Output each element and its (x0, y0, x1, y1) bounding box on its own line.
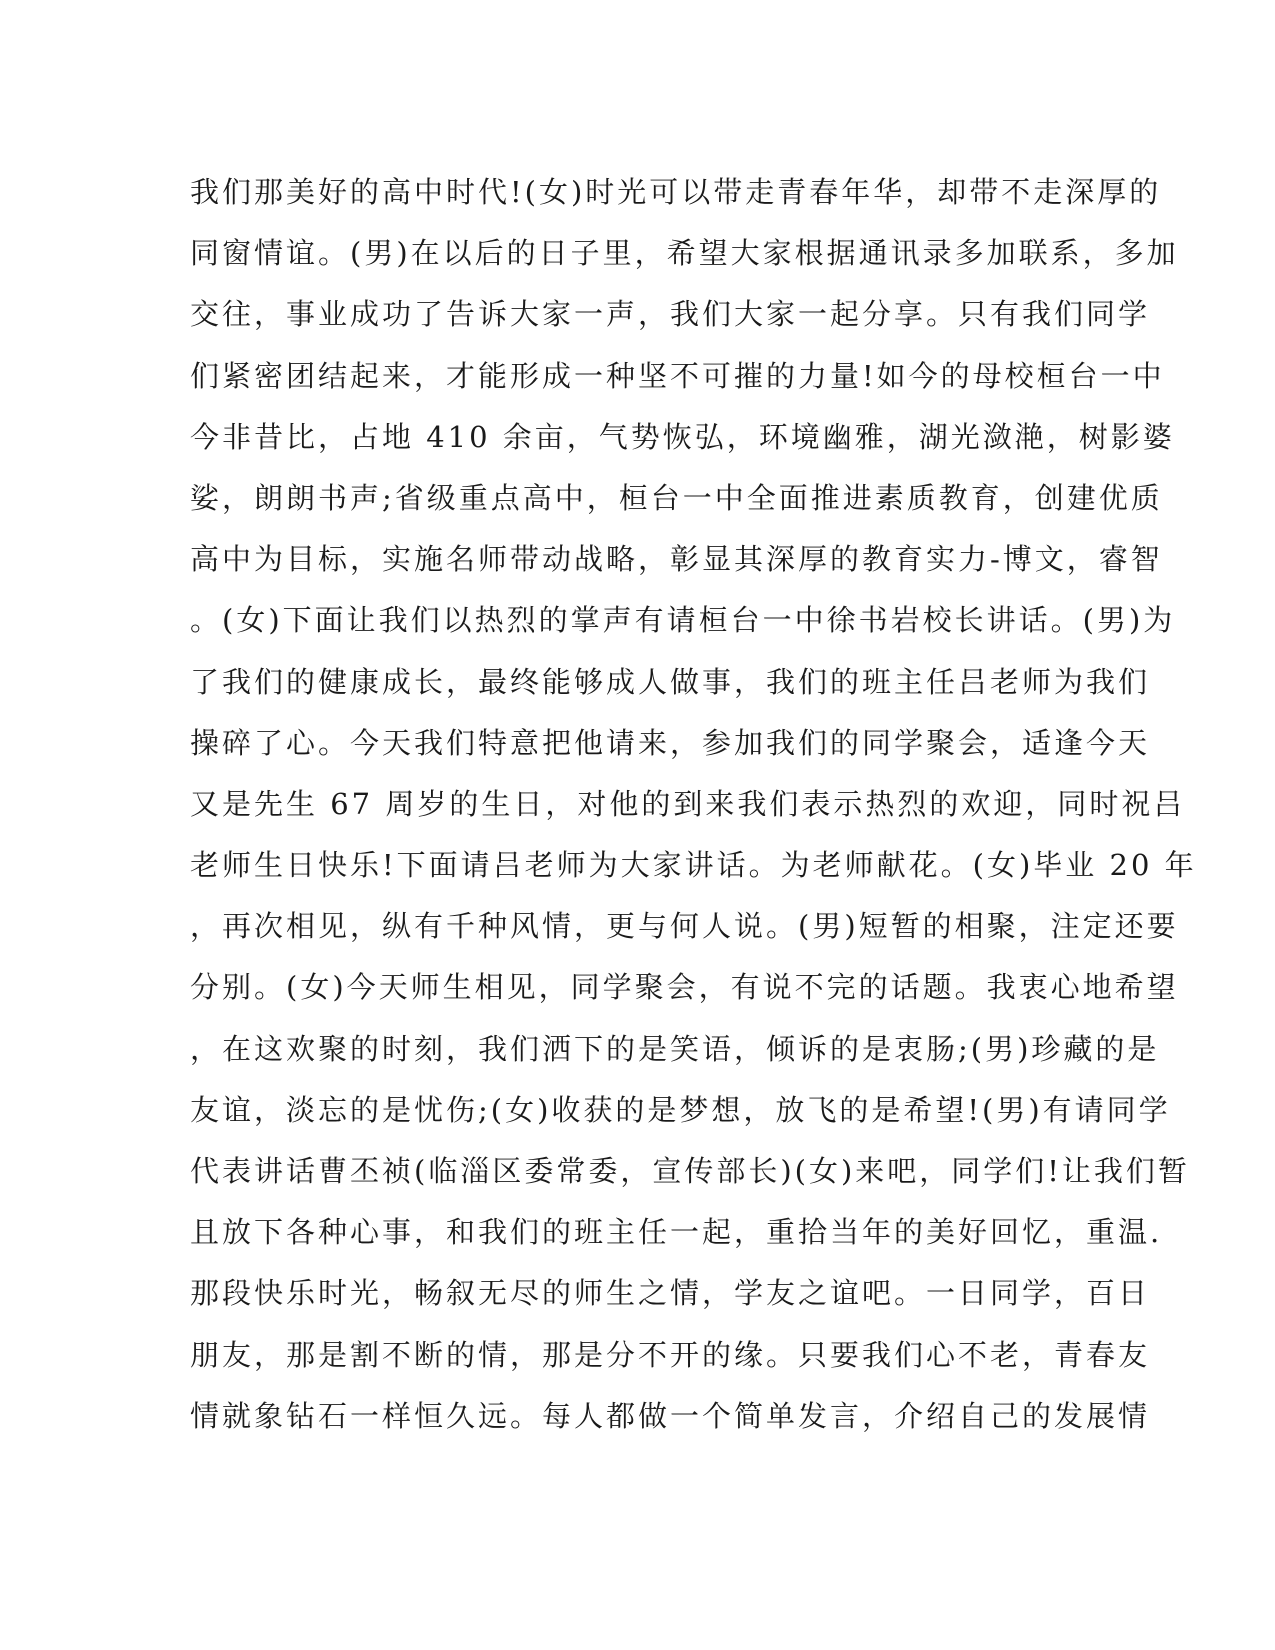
text-line: 交往，事业成功了告诉大家一声，我们大家一起分享。只有我们同学 (190, 297, 1151, 332)
text-line: 那段快乐时光，畅叙无尽的师生之情，学友之谊吧。一日同学，百日 (190, 1276, 1151, 1311)
text-line: 且放下各种心事，和我们的班主任一起，重拾当年的美好回忆，重温. (190, 1215, 1163, 1250)
text-line: 友谊，淡忘的是忧伤;(女)收获的是梦想，放飞的是希望!(男)有请同学 (190, 1092, 1171, 1127)
text-line: 情就象钻石一样恒久远。每人都做一个简单发言，介绍自己的发展情 (190, 1398, 1151, 1433)
text-line: 代表讲话曹丕祯(临淄区委常委，宣传部长)(女)来吧，同学们!让我们暂 (190, 1154, 1190, 1188)
text-line: 。(女)下面让我们以热烈的掌声有请桓台一中徐书岩校长讲话。(男)为 (190, 603, 1176, 638)
text-line: 今非昔比，占地 410 余亩，气势恢弘，环境幽雅，湖光潋滟，树影婆 (190, 419, 1175, 454)
body-text (190, 162, 1197, 1447)
text-line: 分别。(女)今天师生相见，同学聚会，有说不完的话题。我衷心地希望 (190, 970, 1179, 1005)
text-line: 高中为目标，实施名师带动战略，彰显其深厚的教育实力-博文，睿智 (190, 542, 1163, 577)
text-line: 们紧密团结起来，才能形成一种坚不可摧的力量!如今的母校桓台一中 (190, 358, 1165, 393)
text-line: 操碎了心。今天我们特意把他请来，参加我们的同学聚会，适逢今天 (190, 725, 1151, 760)
text-line: 又是先生 67 周岁的生日，对他的到来我们表示热烈的欢迎，同时祝吕 (190, 786, 1186, 821)
text-line: 老师生日快乐!下面请吕老师为大家讲话。为老师献花。(女)毕业 20 年 (190, 848, 1197, 883)
text-line: ，在这欢聚的时刻，我们洒下的是笑语，倾诉的是衷肠;(男)珍藏的是 (190, 1031, 1160, 1066)
text-line: 同窗情谊。(男)在以后的日子里，希望大家根据通讯录多加联系，多加 (190, 236, 1179, 271)
text-line: 我们那美好的高中时代!(女)时光可以带走青春年华，却带不走深厚的 (190, 175, 1162, 209)
text-line: 娑，朗朗书声;省级重点高中，桓台一中全面推进素质教育，创建优质 (190, 480, 1163, 515)
text-line: ，再次相见，纵有千种风情，更与何人说。(男)短暂的相聚，注定还要 (190, 909, 1179, 944)
text-line: 朋友，那是割不断的情，那是分不开的缘。只要我们心不老，青春友 (190, 1337, 1151, 1372)
text-line: 了我们的健康成长，最终能够成人做事，我们的班主任吕老师为我们 (190, 664, 1151, 699)
